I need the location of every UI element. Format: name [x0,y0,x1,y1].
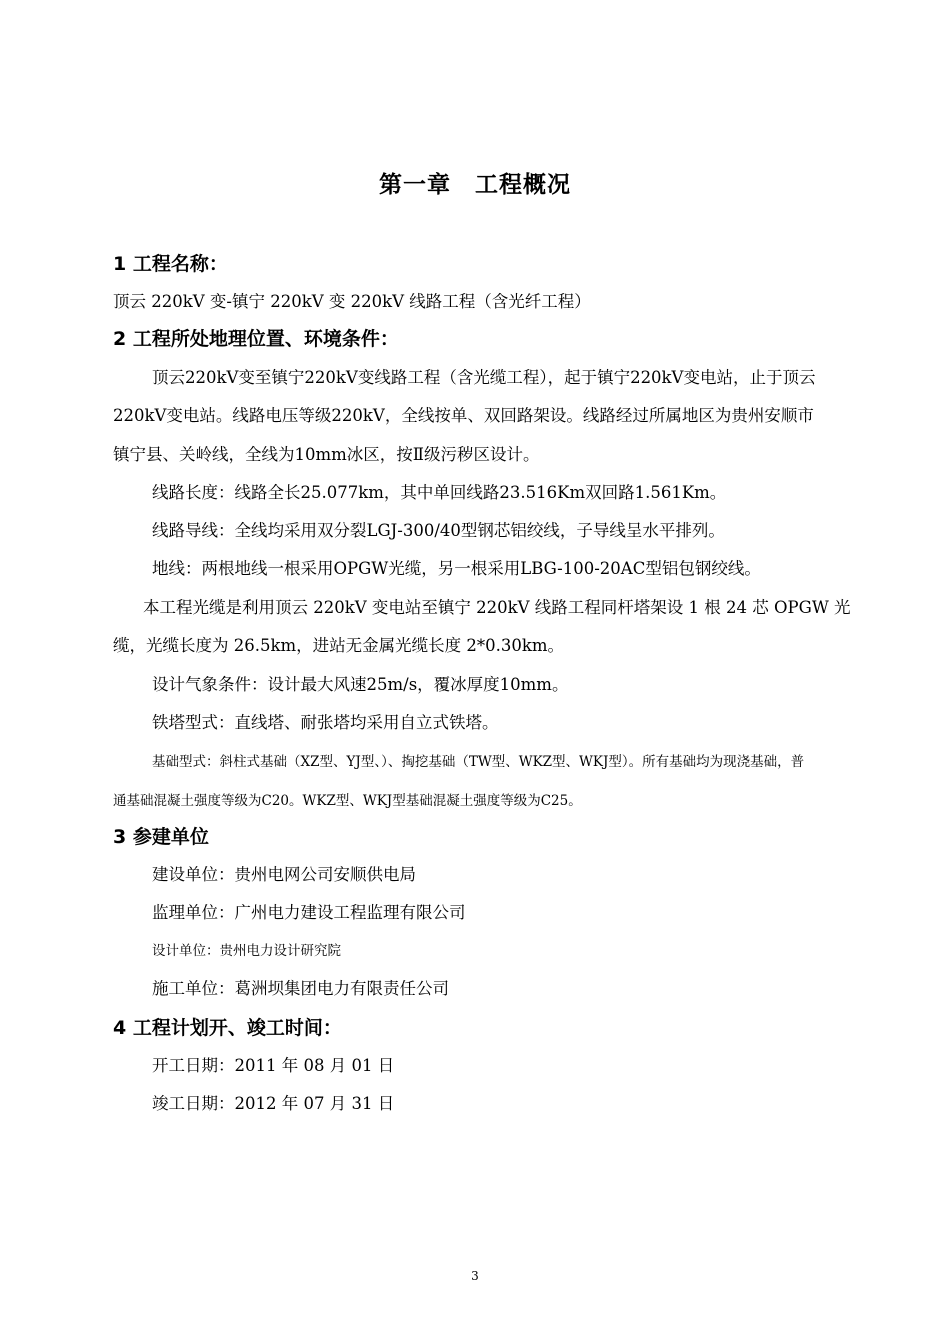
unit-contractor: 施工单位：葛洲坝集团电力有限责任公司 [152,979,449,998]
end-date-text: 竣工日期：2012 年 07 月 31 日 [152,1094,395,1113]
page-number: 3 [471,1269,479,1283]
line-length-text: 线路长度：线路全长25.077km，其中单回线路23.516Km双回路1.561Km。 [152,483,727,502]
foundation-type-line-2: 通基础混凝土强度等级为C20。WKZ型、WKJ型基础混凝土强度等级为C25。 [113,793,582,809]
optic-cable-line-2: 缆，光缆长度为 26.5km，进站无金属光缆长度 2*0.30km。 [113,636,565,655]
weather-conditions-text: 设计气象条件：设计最大风速25m/s，覆冰厚度10mm。 [152,675,569,694]
section-4-heading: 4 工程计划开、竣工时间： [113,1017,342,1039]
chapter-title: 第一章 工程概况 [379,172,571,198]
location-paragraph-line-1: 顶云220kV变至镇宁220kV变线路工程（含光缆工程），起于镇宁220kV变电站，止于顶云 [152,368,816,387]
project-name-text: 顶云 220kV 变-镇宁 220kV 变 220kV 线路工程（含光纤工程） [113,292,591,311]
section-3-heading: 3 参建单位 [113,826,209,848]
foundation-type-line-1: 基础型式：斜柱式基础（XZ型、YJ型、）、掏挖基础（TW型、WKZ型、WKJ型）。所有基础均为现浇基础，普 [152,754,805,770]
location-paragraph-line-3: 镇宁县、关岭线，全线为10mm冰区，按Ⅱ级污秽区设计。 [113,445,540,464]
unit-owner: 建设单位：贵州电网公司安顺供电局 [152,865,416,884]
section-2-heading: 2 工程所处地理位置、环境条件： [113,328,399,350]
conductor-text: 线路导线：全线均采用双分裂LGJ-300/40型钢芯铝绞线，子导线呈水平排列。 [152,521,725,540]
optic-cable-line-1: 本工程光缆是利用顶云 220kV 变电站至镇宁 220kV 线路工程同杆塔架设 1 根 24 芯 OPGW 光 [143,598,851,617]
section-1-heading: 1 工程名称： [113,253,228,275]
unit-supervisor: 监理单位：广州电力建设工程监理有限公司 [152,903,466,922]
start-date-text: 开工日期：2011 年 08 月 01 日 [152,1056,395,1075]
ground-wire-text: 地线：两根地线一根采用OPGW光缆，另一根采用LBG-100-20AC型铝包钢绞线。 [152,559,761,578]
unit-designer: 设计单位：贵州电力设计研究院 [152,943,341,959]
location-paragraph-line-2: 220kV变电站。线路电压等级220kV，全线按单、双回路架设。线路经过所属地区为贵州安顺市 [113,406,814,425]
tower-type-text: 铁塔型式：直线塔、耐张塔均采用自立式铁塔。 [152,713,499,732]
